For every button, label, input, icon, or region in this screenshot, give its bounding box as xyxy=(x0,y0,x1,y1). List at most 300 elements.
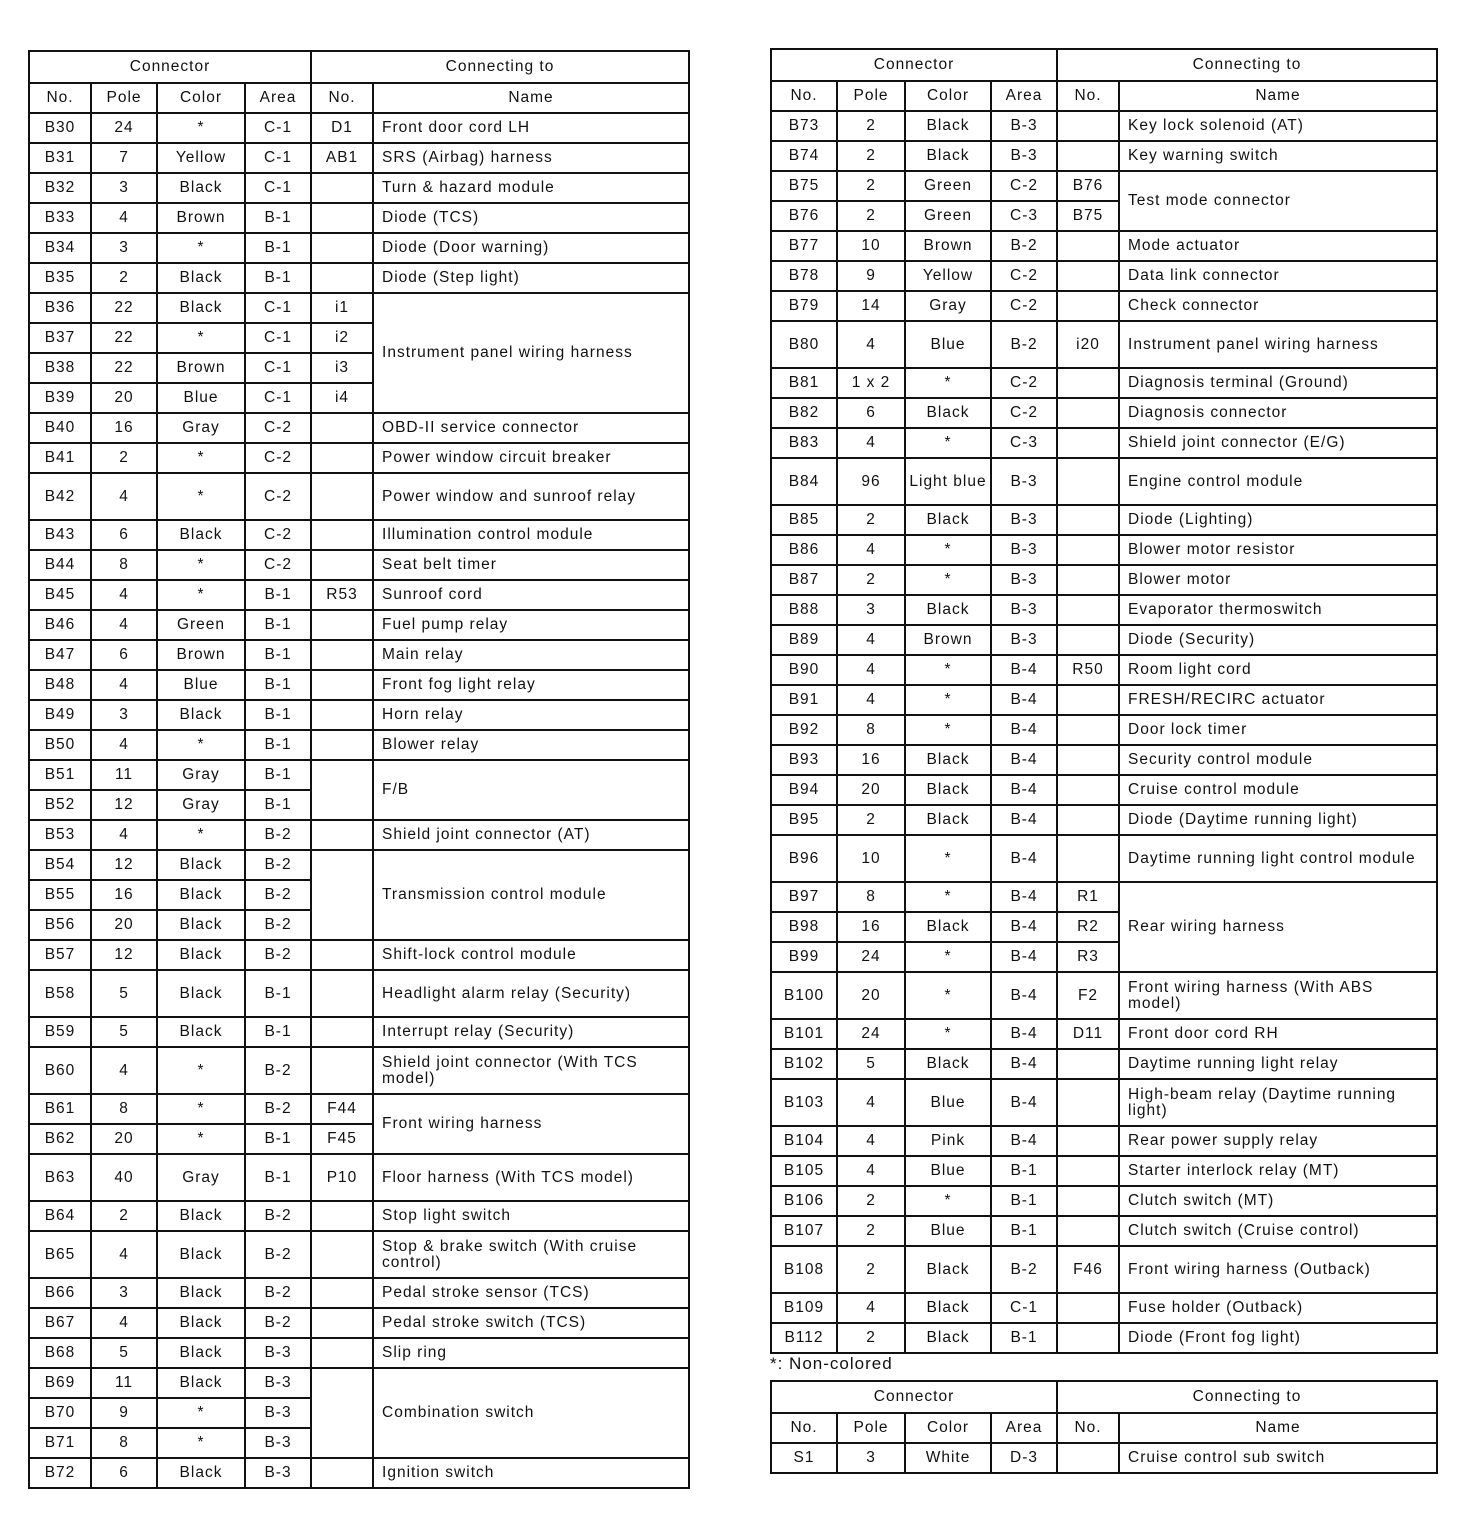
cell-area: B-4 xyxy=(991,912,1057,942)
cell-area: C-1 xyxy=(245,353,311,383)
cell-color: Brown xyxy=(157,640,245,670)
cell-connector-no: B91 xyxy=(771,685,837,715)
cell-connector-no: B109 xyxy=(771,1293,837,1323)
cell-area: B-2 xyxy=(245,910,311,940)
cell-area: B-4 xyxy=(991,685,1057,715)
table-row xyxy=(771,882,1437,912)
cell-color: Black xyxy=(157,1308,245,1338)
table-row xyxy=(771,398,1437,428)
cell-connector-no: B46 xyxy=(29,610,91,640)
cell-connecting-no xyxy=(1057,535,1119,565)
cell-area: B-4 xyxy=(991,1019,1057,1049)
cell-connecting-no: F46 xyxy=(1057,1246,1119,1293)
cell-color: Light blue xyxy=(905,458,991,505)
cell-connecting-no xyxy=(1057,1323,1119,1353)
cell-connecting-no: R1 xyxy=(1057,882,1119,912)
cell-pole: 6 xyxy=(91,1458,157,1488)
right-table-body xyxy=(771,111,1437,1353)
cell-color: Gray xyxy=(157,760,245,790)
cell-connecting-no xyxy=(1057,231,1119,261)
cell-connector-no: B69 xyxy=(29,1368,91,1398)
cell-area: B-1 xyxy=(245,263,311,293)
table-row xyxy=(29,203,689,233)
cell-pole: 4 xyxy=(837,535,905,565)
cell-area: B-4 xyxy=(991,775,1057,805)
cell-color: Black xyxy=(157,880,245,910)
cell-color: Black xyxy=(157,1278,245,1308)
cell-pole: 3 xyxy=(837,595,905,625)
cell-area: C-2 xyxy=(245,550,311,580)
cell-connector-no: B55 xyxy=(29,880,91,910)
cell-connector-no: B49 xyxy=(29,700,91,730)
cell-connector-no: B81 xyxy=(771,368,837,398)
header-no: No. xyxy=(29,83,91,113)
cell-pole: 3 xyxy=(91,700,157,730)
cell-pole: 22 xyxy=(91,323,157,353)
cell-area: C-2 xyxy=(991,291,1057,321)
cell-pole: 2 xyxy=(91,1201,157,1231)
cell-pole: 4 xyxy=(837,321,905,368)
table-row xyxy=(29,413,689,443)
cell-connecting-no xyxy=(1057,1126,1119,1156)
cell-area: C-2 xyxy=(245,443,311,473)
cell-connecting-name: Clutch switch (Cruise control) xyxy=(1119,1216,1437,1246)
cell-color: Green xyxy=(905,201,991,231)
cell-color: Brown xyxy=(157,203,245,233)
cell-connecting-name: High-beam relay (Daytime running light) xyxy=(1119,1079,1437,1126)
cell-connecting-name: Power window circuit breaker xyxy=(373,443,689,473)
table-row xyxy=(29,233,689,263)
cell-connecting-name: Room light cord xyxy=(1119,655,1437,685)
cell-color: * xyxy=(905,942,991,972)
cell-pole: 2 xyxy=(837,805,905,835)
table-row xyxy=(771,972,1437,1019)
cell-area: B-4 xyxy=(991,882,1057,912)
cell-pole: 11 xyxy=(91,1368,157,1398)
cell-connector-no: B79 xyxy=(771,291,837,321)
connector-table-right xyxy=(770,48,1438,1354)
table-row xyxy=(771,1126,1437,1156)
cell-pole: 3 xyxy=(91,173,157,203)
cell-connecting-name: Evaporator thermoswitch xyxy=(1119,595,1437,625)
cell-connector-no: B71 xyxy=(29,1428,91,1458)
cell-connecting-name: Pedal stroke sensor (TCS) xyxy=(373,1278,689,1308)
cell-pole: 8 xyxy=(837,882,905,912)
cell-pole: 3 xyxy=(91,1278,157,1308)
cell-pole: 6 xyxy=(837,398,905,428)
table-row xyxy=(771,1019,1437,1049)
cell-pole: 2 xyxy=(91,263,157,293)
table-row xyxy=(771,111,1437,141)
cell-connector-no: B75 xyxy=(771,171,837,201)
cell-connecting-name: Shift-lock control module xyxy=(373,940,689,970)
cell-color: Black xyxy=(905,1293,991,1323)
cell-connecting-name: Diode (Step light) xyxy=(373,263,689,293)
cell-pole: 20 xyxy=(91,910,157,940)
cell-connector-no: B100 xyxy=(771,972,837,1019)
cell-connecting-name: Shield joint connector (AT) xyxy=(373,820,689,850)
cell-connecting-no xyxy=(311,850,373,940)
cell-color: * xyxy=(157,1047,245,1094)
cell-connecting-no xyxy=(1057,1293,1119,1323)
cell-connecting-name: Transmission control module xyxy=(373,850,689,940)
table-row xyxy=(771,685,1437,715)
table-row xyxy=(771,625,1437,655)
cell-area: B-3 xyxy=(245,1398,311,1428)
cell-area: C-2 xyxy=(991,261,1057,291)
cell-connector-no: B101 xyxy=(771,1019,837,1049)
table-row xyxy=(771,565,1437,595)
cell-connecting-no xyxy=(1057,805,1119,835)
cell-color: * xyxy=(157,473,245,520)
cell-pole: 16 xyxy=(837,745,905,775)
cell-color: * xyxy=(157,580,245,610)
cell-connector-no: B44 xyxy=(29,550,91,580)
cell-connector-no: B52 xyxy=(29,790,91,820)
cell-area: C-1 xyxy=(245,383,311,413)
cell-connector-no: B83 xyxy=(771,428,837,458)
cell-color: Black xyxy=(905,505,991,535)
cell-area: B-3 xyxy=(991,505,1057,535)
header-to-no: No. xyxy=(1057,1413,1119,1443)
cell-pole: 2 xyxy=(837,1323,905,1353)
cell-pole: 4 xyxy=(837,1293,905,1323)
cell-pole: 11 xyxy=(91,760,157,790)
cell-color: Black xyxy=(157,1338,245,1368)
cell-color: Black xyxy=(905,1246,991,1293)
cell-connector-no: B58 xyxy=(29,970,91,1017)
cell-connecting-no xyxy=(1057,565,1119,595)
cell-color: Black xyxy=(157,1017,245,1047)
connector-table-sub xyxy=(770,1380,1438,1474)
cell-pole: 4 xyxy=(91,1308,157,1338)
cell-connector-no: B30 xyxy=(29,113,91,143)
cell-color: Blue xyxy=(905,321,991,368)
cell-pole: 6 xyxy=(91,520,157,550)
cell-connector-no: B105 xyxy=(771,1156,837,1186)
cell-connector-no: B47 xyxy=(29,640,91,670)
cell-pole: 4 xyxy=(837,1126,905,1156)
cell-area: C-1 xyxy=(245,293,311,323)
cell-area: B-1 xyxy=(245,610,311,640)
cell-connecting-name: Instrument panel wiring harness xyxy=(373,293,689,413)
header-to-no: No. xyxy=(311,83,373,113)
table-row xyxy=(771,1323,1437,1353)
table-row xyxy=(771,321,1437,368)
cell-area: C-1 xyxy=(245,143,311,173)
cell-area: B-2 xyxy=(245,1308,311,1338)
cell-connector-no: B80 xyxy=(771,321,837,368)
cell-connector-no: B60 xyxy=(29,1047,91,1094)
cell-pole: 9 xyxy=(91,1398,157,1428)
cell-connecting-no xyxy=(311,700,373,730)
cell-color: * xyxy=(905,565,991,595)
cell-connecting-name: Rear wiring harness xyxy=(1119,882,1437,972)
cell-connector-no: B73 xyxy=(771,111,837,141)
table-row xyxy=(29,263,689,293)
cell-connecting-no xyxy=(311,820,373,850)
cell-connecting-no xyxy=(1057,595,1119,625)
cell-connector-no: B112 xyxy=(771,1323,837,1353)
cell-color: * xyxy=(157,1398,245,1428)
cell-color: Black xyxy=(905,1049,991,1079)
cell-connecting-no: i4 xyxy=(311,383,373,413)
cell-connecting-name: Clutch switch (MT) xyxy=(1119,1186,1437,1216)
cell-pole: 12 xyxy=(91,940,157,970)
cell-area: C-2 xyxy=(245,413,311,443)
cell-connector-no: B42 xyxy=(29,473,91,520)
cell-connector-no: B67 xyxy=(29,1308,91,1338)
table-row xyxy=(29,670,689,700)
cell-area: B-4 xyxy=(991,1079,1057,1126)
cell-connector-no: B87 xyxy=(771,565,837,595)
table-row xyxy=(29,820,689,850)
cell-connecting-name: Fuse holder (Outback) xyxy=(1119,1293,1437,1323)
cell-connecting-no xyxy=(311,670,373,700)
cell-connector-no: B41 xyxy=(29,443,91,473)
cell-connecting-name: Engine control module xyxy=(1119,458,1437,505)
cell-connecting-no xyxy=(1057,715,1119,745)
header-color: Color xyxy=(157,83,245,113)
cell-color: * xyxy=(157,820,245,850)
cell-connecting-name: Data link connector xyxy=(1119,261,1437,291)
cell-pole: 22 xyxy=(91,353,157,383)
cell-connecting-name: Slip ring xyxy=(373,1338,689,1368)
cell-connector-no: B103 xyxy=(771,1079,837,1126)
cell-area: B-3 xyxy=(245,1428,311,1458)
header-no: No. xyxy=(771,81,837,111)
cell-color: * xyxy=(905,882,991,912)
header-area: Area xyxy=(991,1413,1057,1443)
cell-connecting-no xyxy=(1057,505,1119,535)
cell-connecting-no: R53 xyxy=(311,580,373,610)
cell-color: Gray xyxy=(905,291,991,321)
cell-connecting-no xyxy=(1057,745,1119,775)
cell-connecting-name: Seat belt timer xyxy=(373,550,689,580)
cell-connecting-no xyxy=(1057,1186,1119,1216)
cell-connector-no: B78 xyxy=(771,261,837,291)
table-row xyxy=(771,1246,1437,1293)
cell-connector-no: B85 xyxy=(771,505,837,535)
cell-connecting-name: Front door cord LH xyxy=(373,113,689,143)
cell-pole: 2 xyxy=(91,443,157,473)
cell-connecting-no: F45 xyxy=(311,1124,373,1154)
cell-pole: 4 xyxy=(91,580,157,610)
cell-connecting-name: Diode (TCS) xyxy=(373,203,689,233)
cell-connecting-no: i1 xyxy=(311,293,373,323)
cell-connector-no: B64 xyxy=(29,1201,91,1231)
cell-connector-no: B68 xyxy=(29,1338,91,1368)
cell-color: Gray xyxy=(157,790,245,820)
table-row xyxy=(29,1308,689,1338)
table-row xyxy=(29,700,689,730)
cell-connector-no: B38 xyxy=(29,353,91,383)
cell-connecting-name: Shield joint connector (With TCS model) xyxy=(373,1047,689,1094)
cell-connector-no: B74 xyxy=(771,141,837,171)
cell-connecting-name: Starter interlock relay (MT) xyxy=(1119,1156,1437,1186)
table-row xyxy=(29,113,689,143)
cell-connecting-no: B75 xyxy=(1057,201,1119,231)
cell-color: Black xyxy=(157,850,245,880)
cell-connector-no: B76 xyxy=(771,201,837,231)
cell-connecting-no: F2 xyxy=(1057,972,1119,1019)
cell-pole: 2 xyxy=(837,1216,905,1246)
table-row xyxy=(771,535,1437,565)
cell-pole: 20 xyxy=(837,972,905,1019)
cell-connecting-name: Main relay xyxy=(373,640,689,670)
cell-color: Black xyxy=(905,912,991,942)
cell-connector-no: B108 xyxy=(771,1246,837,1293)
cell-area: C-2 xyxy=(991,398,1057,428)
cell-connecting-no xyxy=(1057,111,1119,141)
cell-connector-no: B94 xyxy=(771,775,837,805)
table-row xyxy=(29,940,689,970)
cell-area: B-1 xyxy=(991,1186,1057,1216)
cell-area: B-4 xyxy=(991,805,1057,835)
header-color: Color xyxy=(905,81,991,111)
cell-connecting-no xyxy=(1057,625,1119,655)
header-to-no: No. xyxy=(1057,81,1119,111)
cell-color: * xyxy=(157,323,245,353)
cell-color: Black xyxy=(157,293,245,323)
cell-connecting-name: Diode (Lighting) xyxy=(1119,505,1437,535)
cell-pole: 24 xyxy=(91,113,157,143)
cell-area: B-1 xyxy=(991,1216,1057,1246)
table-row xyxy=(29,520,689,550)
cell-connecting-name: Daytime running light relay xyxy=(1119,1049,1437,1079)
cell-connecting-no xyxy=(1057,398,1119,428)
table-row xyxy=(29,550,689,580)
cell-color: * xyxy=(905,535,991,565)
cell-connecting-name: Turn & hazard module xyxy=(373,173,689,203)
table-row xyxy=(771,745,1437,775)
cell-area: B-1 xyxy=(245,1154,311,1201)
cell-area: C-1 xyxy=(245,323,311,353)
cell-connecting-no xyxy=(311,473,373,520)
cell-connector-no: B43 xyxy=(29,520,91,550)
cell-pole: 5 xyxy=(837,1049,905,1079)
cell-connecting-no xyxy=(311,1017,373,1047)
cell-area: B-1 xyxy=(245,233,311,263)
cell-area: B-3 xyxy=(991,625,1057,655)
cell-area: B-4 xyxy=(991,972,1057,1019)
cell-color: * xyxy=(157,1094,245,1124)
cell-connecting-no: B76 xyxy=(1057,171,1119,201)
cell-color: Black xyxy=(157,910,245,940)
cell-connecting-name: Stop light switch xyxy=(373,1201,689,1231)
cell-connector-no: B93 xyxy=(771,745,837,775)
cell-color: Blue xyxy=(157,670,245,700)
cell-connecting-no: D11 xyxy=(1057,1019,1119,1049)
cell-connecting-no xyxy=(311,1458,373,1488)
cell-pole: 12 xyxy=(91,850,157,880)
cell-pole: 5 xyxy=(91,1017,157,1047)
cell-connecting-no xyxy=(311,263,373,293)
cell-connecting-no xyxy=(1057,775,1119,805)
cell-area: B-1 xyxy=(245,580,311,610)
cell-area: B-3 xyxy=(991,458,1057,505)
cell-pole: 2 xyxy=(837,201,905,231)
cell-connector-no: B92 xyxy=(771,715,837,745)
cell-pole: 4 xyxy=(91,203,157,233)
cell-area: B-4 xyxy=(991,1049,1057,1079)
cell-connecting-name: Key warning switch xyxy=(1119,141,1437,171)
cell-area: B-4 xyxy=(991,715,1057,745)
cell-area: B-2 xyxy=(245,940,311,970)
cell-connector-no: B40 xyxy=(29,413,91,443)
cell-connecting-no xyxy=(311,940,373,970)
cell-connecting-name: Blower relay xyxy=(373,730,689,760)
cell-connecting-no xyxy=(311,1338,373,1368)
cell-connecting-name: Check connector xyxy=(1119,291,1437,321)
cell-connecting-name: Interrupt relay (Security) xyxy=(373,1017,689,1047)
table-row xyxy=(29,640,689,670)
header-group-row xyxy=(771,1381,1437,1413)
cell-area: C-3 xyxy=(991,428,1057,458)
cell-connecting-no: R50 xyxy=(1057,655,1119,685)
cell-connecting-name: Sunroof cord xyxy=(373,580,689,610)
table-row xyxy=(29,293,689,323)
table-row xyxy=(771,655,1437,685)
cell-color: Brown xyxy=(157,353,245,383)
cell-pole: 9 xyxy=(837,261,905,291)
cell-connecting-no xyxy=(311,550,373,580)
cell-color: * xyxy=(157,730,245,760)
cell-connecting-name: Front fog light relay xyxy=(373,670,689,700)
cell-area: B-3 xyxy=(991,111,1057,141)
cell-color: Black xyxy=(157,1458,245,1488)
header-group-row xyxy=(771,49,1437,81)
cell-pole: 4 xyxy=(837,1079,905,1126)
table-row xyxy=(29,970,689,1017)
table-row xyxy=(29,173,689,203)
cell-area: B-2 xyxy=(991,1246,1057,1293)
cell-color: Blue xyxy=(905,1216,991,1246)
table-row xyxy=(771,368,1437,398)
table-row xyxy=(29,850,689,880)
cell-color: * xyxy=(905,715,991,745)
cell-color: Brown xyxy=(905,231,991,261)
cell-color: * xyxy=(905,685,991,715)
cell-color: Black xyxy=(157,940,245,970)
cell-connecting-no: P10 xyxy=(311,1154,373,1201)
cell-connector-no: B106 xyxy=(771,1186,837,1216)
cell-connector-no: B50 xyxy=(29,730,91,760)
table-row xyxy=(771,805,1437,835)
cell-area: C-2 xyxy=(991,171,1057,201)
cell-connector-no: B45 xyxy=(29,580,91,610)
table-row xyxy=(29,473,689,520)
cell-connecting-no xyxy=(311,203,373,233)
cell-pole: 4 xyxy=(91,670,157,700)
table-row xyxy=(29,1458,689,1488)
cell-pole: 4 xyxy=(837,685,905,715)
table-row xyxy=(29,1338,689,1368)
cell-color: Black xyxy=(157,173,245,203)
cell-pole: 6 xyxy=(91,640,157,670)
cell-connecting-no xyxy=(1057,1049,1119,1079)
table-row xyxy=(29,1047,689,1094)
cell-connector-no: B77 xyxy=(771,231,837,261)
cell-connecting-name: Test mode connector xyxy=(1119,171,1437,231)
cell-pole: 10 xyxy=(837,835,905,882)
cell-connecting-name: Shield joint connector (E/G) xyxy=(1119,428,1437,458)
cell-color: Brown xyxy=(905,625,991,655)
cell-area: C-2 xyxy=(245,520,311,550)
cell-connector-no: B70 xyxy=(29,1398,91,1428)
cell-color: Black xyxy=(905,111,991,141)
cell-connecting-name: Key lock solenoid (AT) xyxy=(1119,111,1437,141)
